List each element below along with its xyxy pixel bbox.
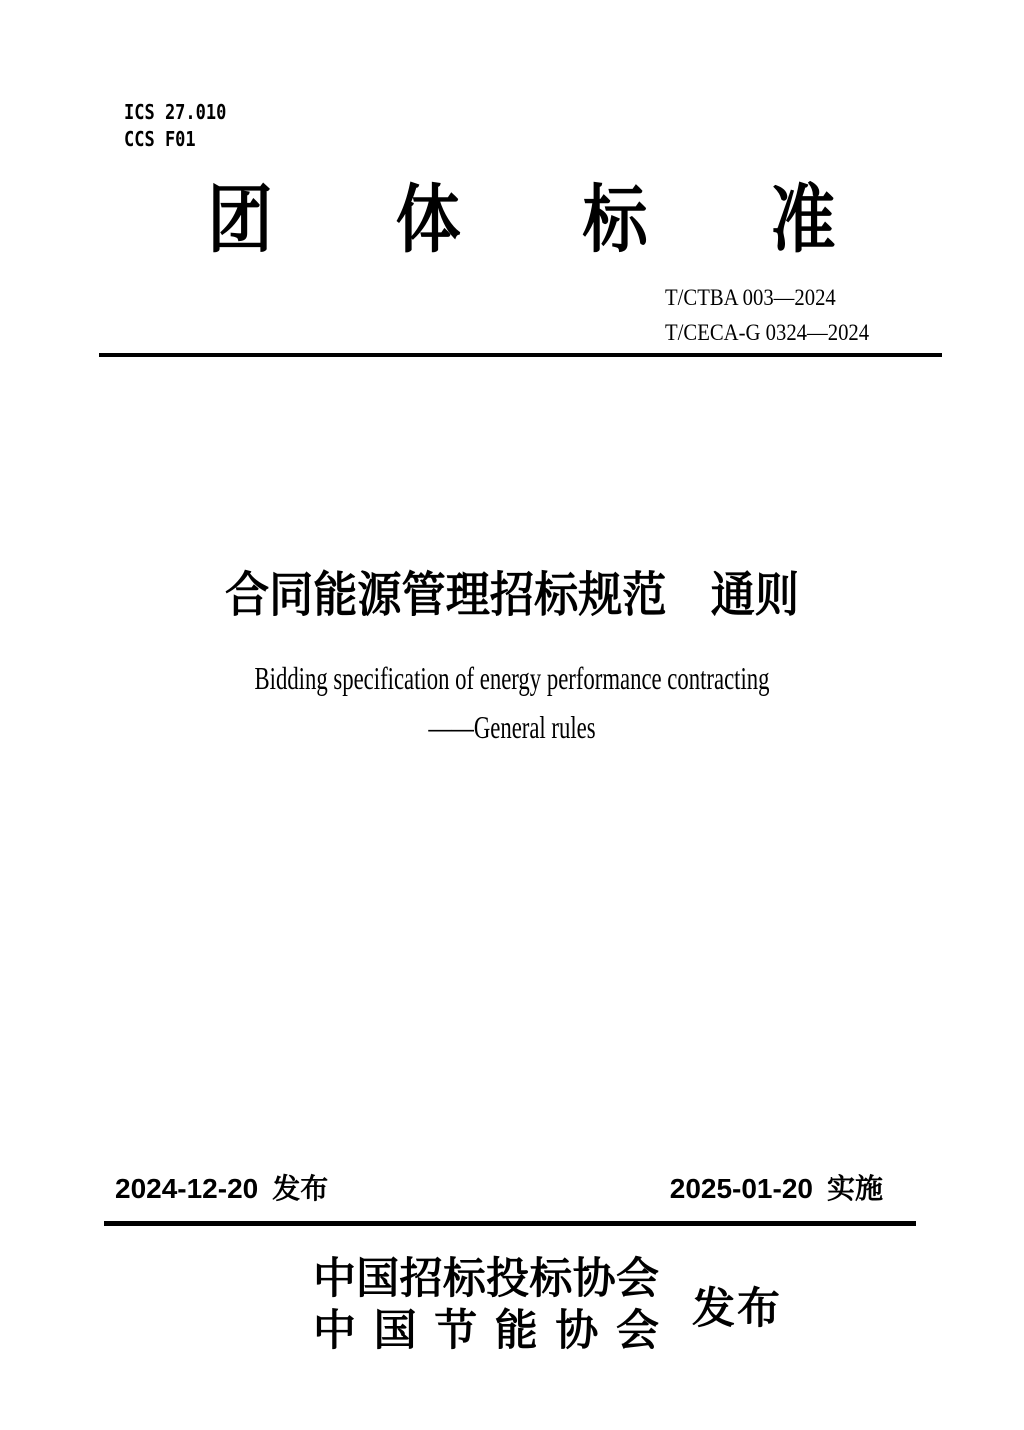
implementation-date-group: [670, 1172, 883, 1206]
cjk-char: 投: [486, 1256, 530, 1303]
cjk-char: 团: [207, 178, 273, 261]
ics-code: ICS 27.010: [124, 100, 227, 124]
title-english: Bidding specification of energy performance contracting: [254, 660, 770, 696]
implementation-label: 实施: [826, 1173, 883, 1204]
cjk-char: 能: [494, 1308, 538, 1355]
bottom-rule: [104, 1221, 916, 1226]
cjk-char: 协: [572, 1256, 616, 1303]
issue-date: 2024-12-20: [115, 1173, 259, 1204]
ccs-code: CCS F01: [124, 127, 196, 151]
cjk-char: 会: [615, 1256, 659, 1303]
cjk-char: 中: [313, 1256, 356, 1303]
issue-date-group: [115, 1172, 328, 1206]
top-rule: [99, 353, 942, 357]
cjk-char: 标: [529, 1256, 573, 1303]
cjk-char: 会: [615, 1308, 659, 1355]
publisher-names: [313, 1254, 659, 1358]
title-chinese: 合同能源管理招标规范 通则: [224, 569, 800, 622]
cjk-char: 协: [555, 1308, 599, 1355]
standard-numbers: [665, 280, 869, 350]
standard-number-primary: T/CTBA 003—2024: [665, 285, 836, 310]
cjk-char: 标: [442, 1256, 486, 1303]
date-row: [115, 1172, 883, 1206]
classification-codes: [124, 99, 226, 153]
cjk-char: 标: [582, 178, 648, 261]
title-english-subtitle: ——General rules: [428, 709, 596, 745]
standard-number-secondary: T/CECA-G 0324—2024: [665, 320, 870, 345]
publish-action-label: 发布: [692, 1286, 782, 1333]
cjk-char: 国: [373, 1308, 417, 1355]
cjk-char: 准: [770, 178, 836, 261]
publisher-secondary: [313, 1306, 659, 1358]
implementation-date: 2025-01-20: [669, 1173, 813, 1204]
publisher-primary: [313, 1254, 659, 1306]
cjk-char: 节: [434, 1308, 478, 1355]
issue-label: 发布: [272, 1173, 329, 1204]
cjk-char: 体: [395, 178, 461, 261]
cjk-char: 中: [313, 1308, 356, 1355]
cjk-char: 招: [399, 1256, 443, 1303]
doc-type-banner: [203, 178, 840, 261]
cjk-char: 国: [356, 1256, 400, 1303]
